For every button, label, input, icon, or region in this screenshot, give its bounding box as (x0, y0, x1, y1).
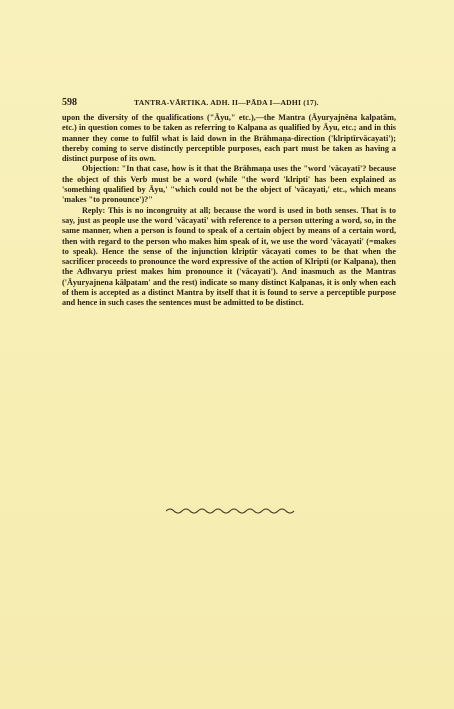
paragraph-reply: Reply: This is no incongruity at all; because the word is used in both senses. That is to say, just as people use the word 'vācayati' with reference to a person uttering a word, so, in the same manner, when a person is found to speak of a certain object by means of a certain word, then with regard to the person who makes him speak of it, we use the word 'vācayati' (=makes to speak). Hence the sense of the injunction klriptīr vācayati comes to be that when the sacrificer proceeds to pronounce the word expressive of the action of Klripti (or Kalpana), then the Adhvaryu priest makes him pronounce it ('vācayati'). And inasmuch as the Mantras ('Āyuryajnena kālpatam' and the rest) indicate so many distinct Kalpanas, it is only when each of them is accepted as a distinct Mantra by itself that it is found to serve a perceptible purpose and hence in such cases the sentences must be admitted to be distinct. (62, 205, 396, 308)
wavy-line-ornament-icon (166, 506, 296, 516)
paragraph-objection: Objection: "In that case, how is it that the Brāhmaṇa uses the "word 'vācayati'? because the object of this Verb must be a word (while "the word 'klripti' has been explained as 'something qualified by Āyu,' "which could not be the object of 'vācayati,' etc., which means 'makes "to pronounce')?" (62, 164, 396, 205)
paragraph-continuation: upon the diversity of the qualifications ("Āyu," etc.),—the Mantra (Āyuryajnēna kalpatām, etc.) in question comes to be taken as referring to Kalpana as qualified by Āyu, etc.; and in this manner they come to fulfil what is laid down in the Brāhmaṇa-direction ('klriptīrvācayati'); thereby coming to serve distinctly perceptible purposes, each part must be taken as having a distinct purpose of its own. (62, 113, 396, 164)
page-header (62, 97, 392, 109)
body-text (62, 113, 396, 309)
running-head: TANTRA-VĀRTIKA. ADH. II—PĀDA I—ADHI (17). (134, 98, 319, 107)
page-number: 598 (62, 97, 77, 108)
